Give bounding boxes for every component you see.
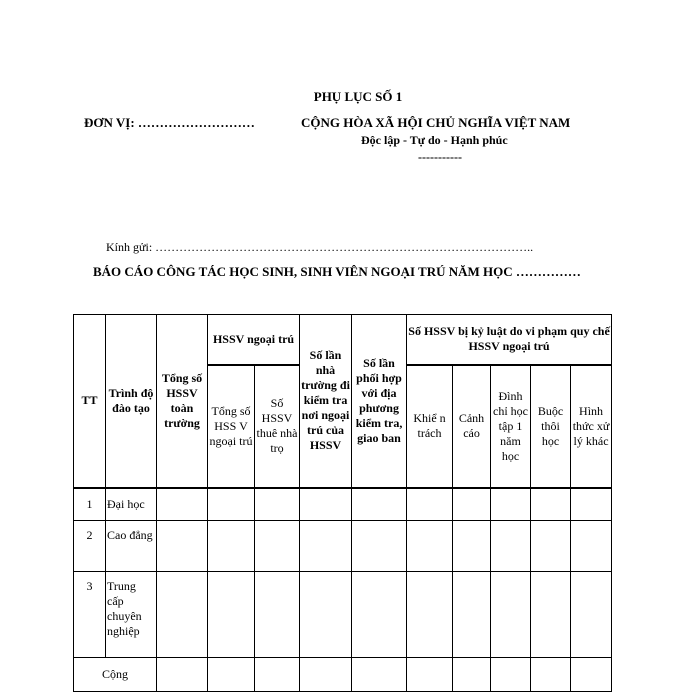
- cell: [208, 488, 255, 521]
- cell: [571, 488, 612, 521]
- cell: [157, 521, 208, 572]
- cell: [352, 488, 407, 521]
- cell: [531, 521, 571, 572]
- cell: [407, 521, 453, 572]
- header-coordination: Số lần phối hợp với địa phương kiểm tra, giao ban: [352, 315, 407, 488]
- cell: [407, 658, 453, 692]
- total-label: Cộng: [74, 658, 157, 692]
- cell: [453, 488, 491, 521]
- cell: [491, 488, 531, 521]
- table-row: [74, 521, 612, 572]
- header-other: Hình thức xử lý khác: [571, 365, 612, 488]
- header-tt: TT: [74, 315, 106, 488]
- cell: [407, 572, 453, 658]
- header-suspension: Đình chỉ học tập 1 năm học: [491, 365, 531, 488]
- header-warning: Cảnh cáo: [453, 365, 491, 488]
- cell: [255, 521, 300, 572]
- appendix-title: PHỤ LỤC SỐ 1: [313, 89, 403, 104]
- cell: [300, 488, 352, 521]
- cell: [531, 572, 571, 658]
- header-reprimand: Khiể n trách: [407, 365, 453, 488]
- cell: [571, 521, 612, 572]
- cell: [255, 488, 300, 521]
- cell: [491, 521, 531, 572]
- cell: [531, 658, 571, 692]
- cell: [157, 488, 208, 521]
- header-discipline-group: Số HSSV bị kỷ luật do vi phạm quy chế HSSV ngoại trú: [407, 315, 612, 365]
- motto: Độc lập - Tự do - Hạnh phúc: [361, 133, 508, 147]
- header-expulsion: Buộc thôi học: [531, 365, 571, 488]
- cell: [208, 658, 255, 692]
- report-table: [73, 314, 612, 692]
- cell: [531, 488, 571, 521]
- cell: [300, 658, 352, 692]
- cell: [352, 521, 407, 572]
- cell: [491, 572, 531, 658]
- cell: [453, 521, 491, 572]
- cell: [352, 658, 407, 692]
- cell: [208, 572, 255, 658]
- cell: [407, 488, 453, 521]
- table-row-total: [74, 658, 612, 692]
- cell: [491, 658, 531, 692]
- header-inspections: Số lần nhà trường đi kiểm tra nơi ngoại trú của HSSV: [300, 315, 352, 488]
- cell: [255, 572, 300, 658]
- row-tt: 2: [74, 521, 106, 572]
- table-row: [74, 572, 612, 658]
- cell: [300, 572, 352, 658]
- header-level: Trình độ đào tạo: [106, 315, 157, 488]
- cell: [208, 521, 255, 572]
- header-renting: Số HSSV thuê nhà trọ: [255, 365, 300, 488]
- header-offcampus-group: HSSV ngoại trú: [208, 315, 300, 365]
- row-tt: 3: [74, 572, 106, 658]
- header-total: Tổng số HSSV toàn trường: [157, 315, 208, 488]
- cell: [300, 521, 352, 572]
- cell: [157, 572, 208, 658]
- republic-title: CỘNG HÒA XÃ HỘI CHỦ NGHĨA VIỆT NAM: [301, 115, 571, 130]
- cell: [571, 658, 612, 692]
- table-row: [74, 488, 612, 521]
- row-level: Cao đẳng: [106, 521, 157, 572]
- addressee-line: Kính gửi: …………………………………………………………………………………..: [106, 240, 534, 254]
- motto-underline: -----------: [418, 150, 462, 164]
- unit-line: ĐƠN VỊ: ………………………: [84, 115, 255, 130]
- cell: [453, 658, 491, 692]
- cell: [255, 658, 300, 692]
- row-level: Đại học: [106, 488, 157, 521]
- cell: [571, 572, 612, 658]
- row-level: Trung cấp chuyên nghiệp: [106, 572, 157, 658]
- cell: [453, 572, 491, 658]
- row-tt: 1: [74, 488, 106, 521]
- header-offcampus-total: Tổng số HSS V ngoại trú: [208, 365, 255, 488]
- report-title: BÁO CÁO CÔNG TÁC HỌC SINH, SINH VIÊN NGOẠI TRÚ NĂM HỌC ……………: [93, 264, 581, 279]
- cell: [157, 658, 208, 692]
- cell: [352, 572, 407, 658]
